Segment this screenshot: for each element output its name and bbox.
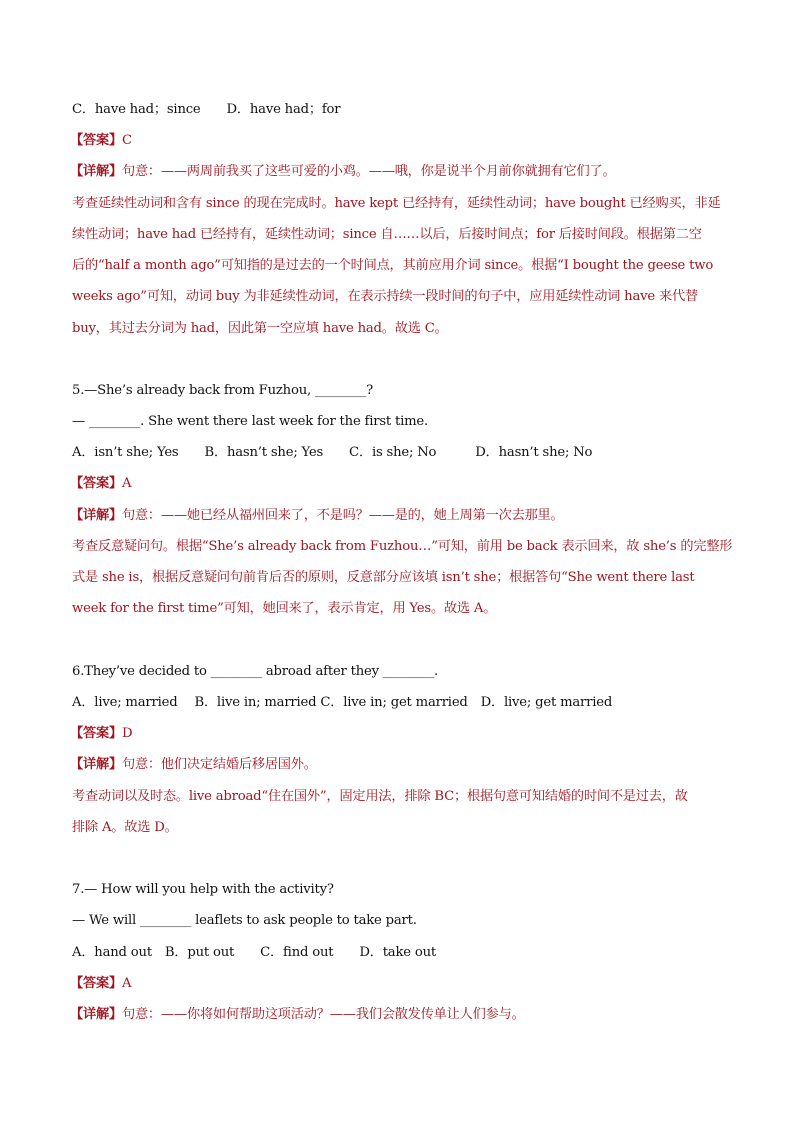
answer-label: 【答案】 [70,726,122,741]
q6-options: A．live; married B．live in; married C．live in; get married D．live; get married [72,695,613,710]
q6-explain-line: 排除 A。故选 D。 [72,820,178,835]
explain-label: 【详解】 [70,757,122,772]
q4-explain-first [70,162,615,182]
q4-explain-line: weeks ago”可知，动词 buy 为非延续性动词，在表示持续一段时间的句子中，应用延续性动词 have 来代替 [72,289,698,304]
q7-stem-2: — We will ________ leaflets to ask people to take part. [72,913,417,928]
explain-text: 句意：——她已经从福州回来了，不是吗？——是的，她上周第一次去那里。 [121,508,564,523]
answer-label: 【答案】 [70,133,122,148]
explain-label: 【详解】 [70,164,122,179]
q5-explain-line: week for the first time”可知，她回来了，表示肯定，用 Yes。故选 A。 [72,601,497,616]
q5-explain-line: 式是 she is，根据反意疑问句前肯后否的原则，反意部分应该填 isn’t she；根据答句“She went there last [72,570,695,585]
q7-explain-first [70,1005,525,1025]
q4-explain-line: 续性动词；have had 已经持有，延续性动词；since 自……以后，后接时间点；for 后接时间段。根据第二空 [72,227,702,242]
q4-explain-line: buy，其过去分词为 had，因此第一空应填 have had。故选 C。 [72,321,448,336]
answer-value: A [121,476,132,491]
explain-text: 句意：——两周前我买了这些可爱的小鸡。——哦，你是说半个月前你就拥有它们了。 [121,164,616,179]
q6-answer [70,724,132,744]
answer-value: C [121,133,132,148]
q5-options: A．isn’t she; Yes B．hasn’t she; Yes C．is she; No D．hasn’t she; No [72,445,593,460]
q5-stem-1: 5.—She’s already back from Fuzhou, ________? [72,383,374,398]
q5-explain-line: 考查反意疑问句。根据“She’s already back from Fuzhou…”可知，前用 be back 表示回来，故 she’s 的完整形 [72,539,733,554]
explain-label: 【详解】 [70,508,122,523]
q6-explain-first [70,755,317,775]
answer-label: 【答案】 [70,476,122,491]
q4-explain-line: 后的“half a month ago”可知指的是过去的一个时间点，其前应用介词 since。根据“I bought the geese two [72,258,714,273]
q5-stem-2: — ________. She went there last week for the first time. [72,414,429,429]
q4-answer [70,131,132,151]
explain-text: 句意：他们决定结婚后移居国外。 [121,757,317,772]
q7-options: A．hand out B．put out C．find out D．take out [72,945,436,960]
q6-stem-1: 6.They’ve decided to ________ abroad after they ________. [72,664,439,679]
explain-text: 句意：——你将如何帮助这项活动？——我们会散发传单让人们参与。 [121,1007,525,1022]
answer-value: D [121,726,133,741]
q7-answer [70,974,131,994]
q4-options-cd: C．have had；since D．have had；for [72,102,341,117]
q4-explain-line: 考查延续性动词和含有 since 的现在完成时。have kept 已经持有，延续性动词；have bought 已经购买，非延 [72,196,721,211]
q7-stem-1: 7.— How will you help with the activity? [72,882,334,897]
q5-answer [70,474,131,494]
q5-explain-first [70,506,564,526]
answer-value: A [121,976,132,991]
q6-explain-line: 考查动词以及时态。live abroad“住在国外”，固定用法，排除 BC；根据句意可知结婚的时间不是过去，故 [72,789,688,804]
answer-label: 【答案】 [70,976,122,991]
explain-label: 【详解】 [70,1007,122,1022]
